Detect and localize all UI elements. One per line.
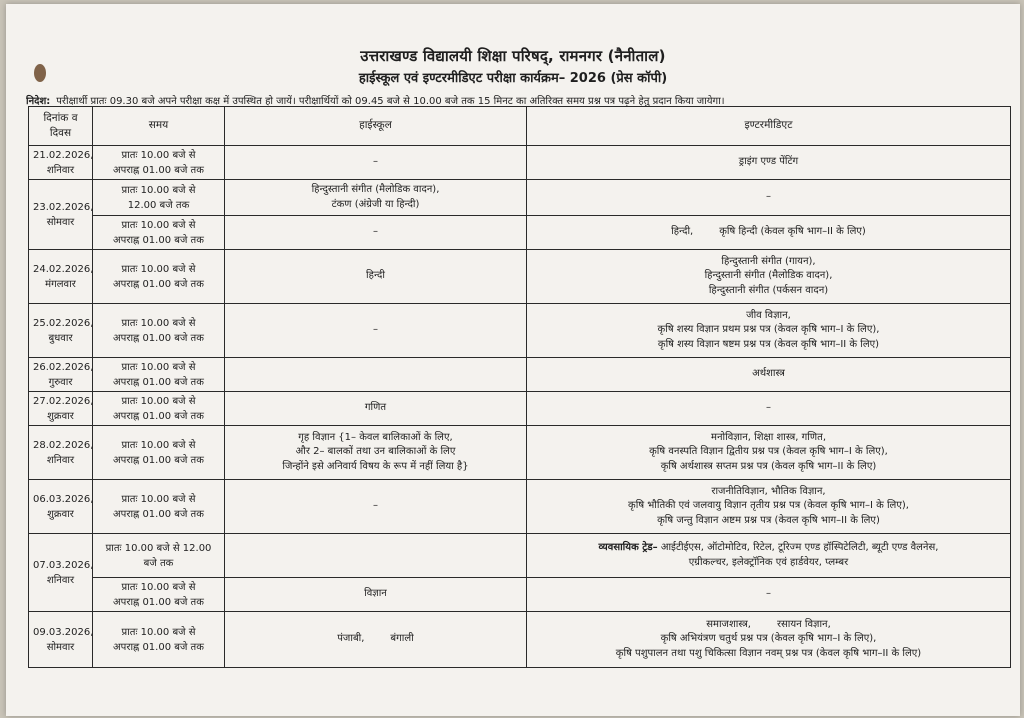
subject-text: कृषि भौतिकी एवं जलवायु विज्ञान तृतीय प्रश्न पत्र (केवल कृषि भाग–I के लिए), bbox=[628, 500, 909, 512]
table-row bbox=[29, 480, 1011, 534]
intermediate-cell: – bbox=[527, 180, 1011, 216]
date-text: 24.02.2026, bbox=[33, 263, 94, 275]
time-end: अपराह्न 01.00 बजे तक bbox=[113, 596, 204, 608]
highschool-cell: – bbox=[225, 146, 527, 180]
board-title: उत्तराखण्ड विद्यालयी शिक्षा परिषद्, रामनगर (नैनीताल) bbox=[360, 47, 666, 65]
date-cell bbox=[29, 612, 93, 668]
table-row bbox=[29, 392, 1011, 426]
time-cell bbox=[93, 392, 225, 426]
table-header-row bbox=[29, 107, 1011, 146]
time-start: प्रातः 10.00 बजे से bbox=[121, 219, 196, 231]
col-header-intermediate: इण्टरमीडिएट bbox=[527, 107, 1011, 146]
subject-text: भौतिक विज्ञान, bbox=[770, 485, 826, 497]
subject-text: मनोविज्ञान, bbox=[710, 431, 751, 443]
highschool-cell bbox=[225, 426, 527, 480]
subject-text: राजनीतिविज्ञान, bbox=[711, 485, 768, 497]
time-cell bbox=[93, 250, 225, 304]
subject-text: और 2– बालकों तथा उन बालिकाओं के लिए bbox=[295, 446, 456, 458]
table-row bbox=[29, 146, 1011, 180]
day-text: बुधवार bbox=[48, 332, 73, 344]
date-cell bbox=[29, 392, 93, 426]
highschool-cell bbox=[225, 612, 527, 668]
intermediate-cell bbox=[527, 216, 1011, 250]
subject-text: कृषि जन्तु विज्ञान अष्टम प्रश्न पत्र (केवल कृषि भाग–II के लिए) bbox=[657, 514, 880, 526]
highschool-cell: हिन्दी bbox=[225, 250, 527, 304]
time-cell bbox=[93, 534, 225, 578]
time-start: प्रातः 10.00 बजे से bbox=[121, 395, 196, 407]
time-start: प्रातः 10.00 बजे से bbox=[121, 493, 196, 505]
time-start: प्रातः 10.00 बजे से bbox=[121, 317, 196, 329]
date-cell bbox=[29, 304, 93, 358]
subject-text: हिन्दी, bbox=[671, 226, 694, 238]
time-end: अपराह्न 01.00 बजे तक bbox=[113, 332, 204, 344]
highschool-cell: – bbox=[225, 480, 527, 534]
highschool-cell: गणित bbox=[225, 392, 527, 426]
time-cell bbox=[93, 578, 225, 612]
subject-text: एग्रीकल्चर, इलेक्ट्रॉनिक एवं हार्डवेयर, प्लम्बर bbox=[688, 556, 849, 568]
date-cell bbox=[29, 180, 93, 250]
highschool-cell bbox=[225, 358, 527, 392]
time-end: बजे तक bbox=[143, 557, 174, 569]
time-cell bbox=[93, 426, 225, 480]
subject-text: गृह विज्ञान {1– केवल बालिकाओं के लिए, bbox=[298, 431, 453, 443]
day-text: मंगलवार bbox=[45, 278, 76, 290]
table-row bbox=[29, 612, 1011, 668]
time-cell bbox=[93, 146, 225, 180]
date-text: 28.02.2026, bbox=[33, 439, 94, 451]
intermediate-cell: – bbox=[527, 392, 1011, 426]
day-text: शनिवार bbox=[46, 454, 75, 466]
time-start: प्रातः 10.00 बजे से bbox=[121, 581, 196, 593]
subject-text: कृषि वनस्पति विज्ञान द्वितीय प्रश्न पत्र (केवल कृषि भाग–I के लिए), bbox=[649, 446, 888, 458]
time-end: अपराह्न 01.00 बजे तक bbox=[113, 376, 204, 388]
date-text: 26.02.2026, bbox=[33, 361, 94, 373]
intermediate-cell bbox=[527, 480, 1011, 534]
table-row bbox=[29, 180, 1011, 216]
instruction-text: परीक्षार्थी प्रातः 09.30 बजे अपने परीक्षा कक्ष में उपस्थित हो जायें। परीक्षार्थियों को 09.45 बजे से 10.00 बजे तक 15 मिनट का अतिरिक्त समय प्रश्न पत्र पढ़ने हेतु प्रदान किया जायेगा। bbox=[56, 96, 725, 107]
date-cell bbox=[29, 250, 93, 304]
time-start: प्रातः 10.00 बजे से bbox=[121, 439, 196, 451]
table-row bbox=[29, 304, 1011, 358]
subject-text: कृषि अर्थशास्त्र सप्तम प्रश्न पत्र (केवल कृषि भाग–II के लिए) bbox=[660, 460, 877, 472]
time-start: प्रातः 10.00 बजे से bbox=[121, 149, 196, 161]
subject-text: कृषि हिन्दी (केवल कृषि भाग–II के लिए) bbox=[719, 226, 866, 238]
subject-text: जीव विज्ञान, bbox=[746, 309, 791, 321]
date-cell bbox=[29, 480, 93, 534]
time-end: अपराह्न 01.00 बजे तक bbox=[113, 278, 204, 290]
time-cell bbox=[93, 358, 225, 392]
time-end: अपराह्न 01.00 बजे तक bbox=[113, 164, 204, 176]
subject-text: बंगाली bbox=[390, 633, 414, 645]
document-page bbox=[6, 4, 1020, 716]
col-header-highschool: हाईस्कूल bbox=[225, 107, 527, 146]
instruction-line bbox=[26, 93, 1016, 107]
day-text: शनिवार bbox=[46, 164, 75, 176]
intermediate-cell bbox=[527, 304, 1011, 358]
subject-text: आईटीईएस, ऑटोमोटिव, रिटेल, टूरिज्म एण्ड हॉस्पिटेलिटी, ब्यूटी एण्ड वैलनेस, bbox=[660, 542, 939, 553]
date-text: 07.03.2026, bbox=[33, 559, 94, 571]
time-end: अपराह्न 01.00 बजे तक bbox=[113, 410, 204, 422]
subject-text: कृषि अभियंत्रण चतुर्थ प्रश्न पत्र (केवल कृषि भाग–I के लिए), bbox=[660, 633, 877, 645]
day-text: शुक्रवार bbox=[47, 508, 74, 520]
subject-text: समाजशास्त्र, bbox=[706, 618, 751, 630]
table-row bbox=[29, 426, 1011, 480]
time-start: प्रातः 10.00 बजे से 12.00 bbox=[105, 542, 212, 554]
intermediate-cell: अर्थशास्त्र bbox=[527, 358, 1011, 392]
subject-text: शिक्षा शास्त्र, bbox=[754, 431, 799, 443]
day-text: शनिवार bbox=[46, 574, 75, 586]
date-text: 09.03.2026, bbox=[33, 626, 94, 638]
highschool-cell bbox=[225, 534, 527, 578]
table-row bbox=[29, 358, 1011, 392]
time-cell bbox=[93, 216, 225, 250]
time-end: 12.00 बजे तक bbox=[127, 199, 190, 211]
subject-text: टंकण (अंग्रेजी या हिन्दी) bbox=[331, 198, 420, 210]
time-cell bbox=[93, 480, 225, 534]
subject-text: कृषि शस्य विज्ञान प्रथम प्रश्न पत्र (केवल कृषि भाग–I के लिए), bbox=[657, 324, 880, 336]
time-cell bbox=[93, 612, 225, 668]
time-start: प्रातः 10.00 बजे से bbox=[121, 184, 196, 196]
date-cell bbox=[29, 534, 93, 612]
highschool-cell: विज्ञान bbox=[225, 578, 527, 612]
intermediate-cell bbox=[527, 612, 1011, 668]
date-text: 21.02.2026, bbox=[33, 149, 94, 161]
exam-schedule-title: हाईस्कूल एवं इण्टरमीडिएट परीक्षा कार्यक्रम– 2026 (प्रेस कॉपी) bbox=[358, 71, 668, 86]
subject-text: हिन्दुस्तानी संगीत (मैलोडिक वादन), bbox=[704, 270, 833, 282]
time-start: प्रातः 10.00 बजे से bbox=[121, 626, 196, 638]
highschool-cell: – bbox=[225, 216, 527, 250]
table-row bbox=[29, 216, 1011, 250]
highschool-cell bbox=[225, 180, 527, 216]
date-cell bbox=[29, 426, 93, 480]
intermediate-cell bbox=[527, 534, 1011, 578]
instruction-label: निदेश: bbox=[26, 96, 51, 107]
date-cell bbox=[29, 358, 93, 392]
subject-text: हिन्दुस्तानी संगीत (गायन), bbox=[721, 255, 816, 267]
subject-text: पंजाबी, bbox=[337, 633, 365, 645]
subject-text: रसायन विज्ञान, bbox=[776, 618, 831, 630]
col-header-time: समय bbox=[93, 107, 225, 146]
subject-text: गणित, bbox=[801, 431, 827, 443]
subject-text: जिन्होंने इसे अनिवार्य विषय के रूप में नहीं लिया है} bbox=[282, 460, 469, 472]
col-header-date: दिनांक व दिवस bbox=[29, 107, 93, 146]
time-cell bbox=[93, 304, 225, 358]
table-row bbox=[29, 578, 1011, 612]
intermediate-cell: ड्राइंग एण्ड पेंटिंग bbox=[527, 146, 1011, 180]
day-text: सोमवार bbox=[46, 641, 75, 653]
table-row bbox=[29, 534, 1011, 578]
date-text: 25.02.2026, bbox=[33, 317, 94, 329]
date-cell bbox=[29, 146, 93, 180]
subject-text: कृषि पशुपालन तथा पशु चिकित्सा विज्ञान नवम् प्रश्न पत्र (केवल कृषि भाग–II के लिए) bbox=[615, 647, 922, 659]
date-text: 27.02.2026, bbox=[33, 395, 94, 407]
intermediate-cell bbox=[527, 250, 1011, 304]
day-text: शुक्रवार bbox=[47, 410, 74, 422]
time-end: अपराह्न 01.00 बजे तक bbox=[113, 234, 204, 246]
time-end: अपराह्न 01.00 बजे तक bbox=[113, 508, 204, 520]
subject-heading: व्यवसायिक ट्रेड– bbox=[598, 542, 658, 553]
time-end: अपराह्न 01.00 बजे तक bbox=[113, 454, 204, 466]
highschool-cell: – bbox=[225, 304, 527, 358]
intermediate-cell: – bbox=[527, 578, 1011, 612]
date-text: 06.03.2026, bbox=[33, 493, 94, 505]
subject-text: हिन्दुस्तानी संगीत (पर्कसन वादन) bbox=[708, 284, 829, 296]
day-text: सोमवार bbox=[46, 216, 75, 228]
time-start: प्रातः 10.00 बजे से bbox=[121, 263, 196, 275]
subject-text: कृषि शस्य विज्ञान षष्टम प्रश्न पत्र (केवल कृषि भाग–II के लिए) bbox=[657, 338, 880, 350]
day-text: गुरुवार bbox=[48, 376, 73, 388]
subject-text: हिन्दुस्तानी संगीत (मैलोडिक वादन), bbox=[311, 184, 440, 195]
time-cell bbox=[93, 180, 225, 216]
time-start: प्रातः 10.00 बजे से bbox=[121, 361, 196, 373]
exam-schedule-table bbox=[28, 106, 1011, 668]
table-row bbox=[29, 250, 1011, 304]
time-end: अपराह्न 01.00 बजे तक bbox=[113, 641, 204, 653]
intermediate-cell bbox=[527, 426, 1011, 480]
date-text: 23.02.2026, bbox=[33, 201, 94, 213]
